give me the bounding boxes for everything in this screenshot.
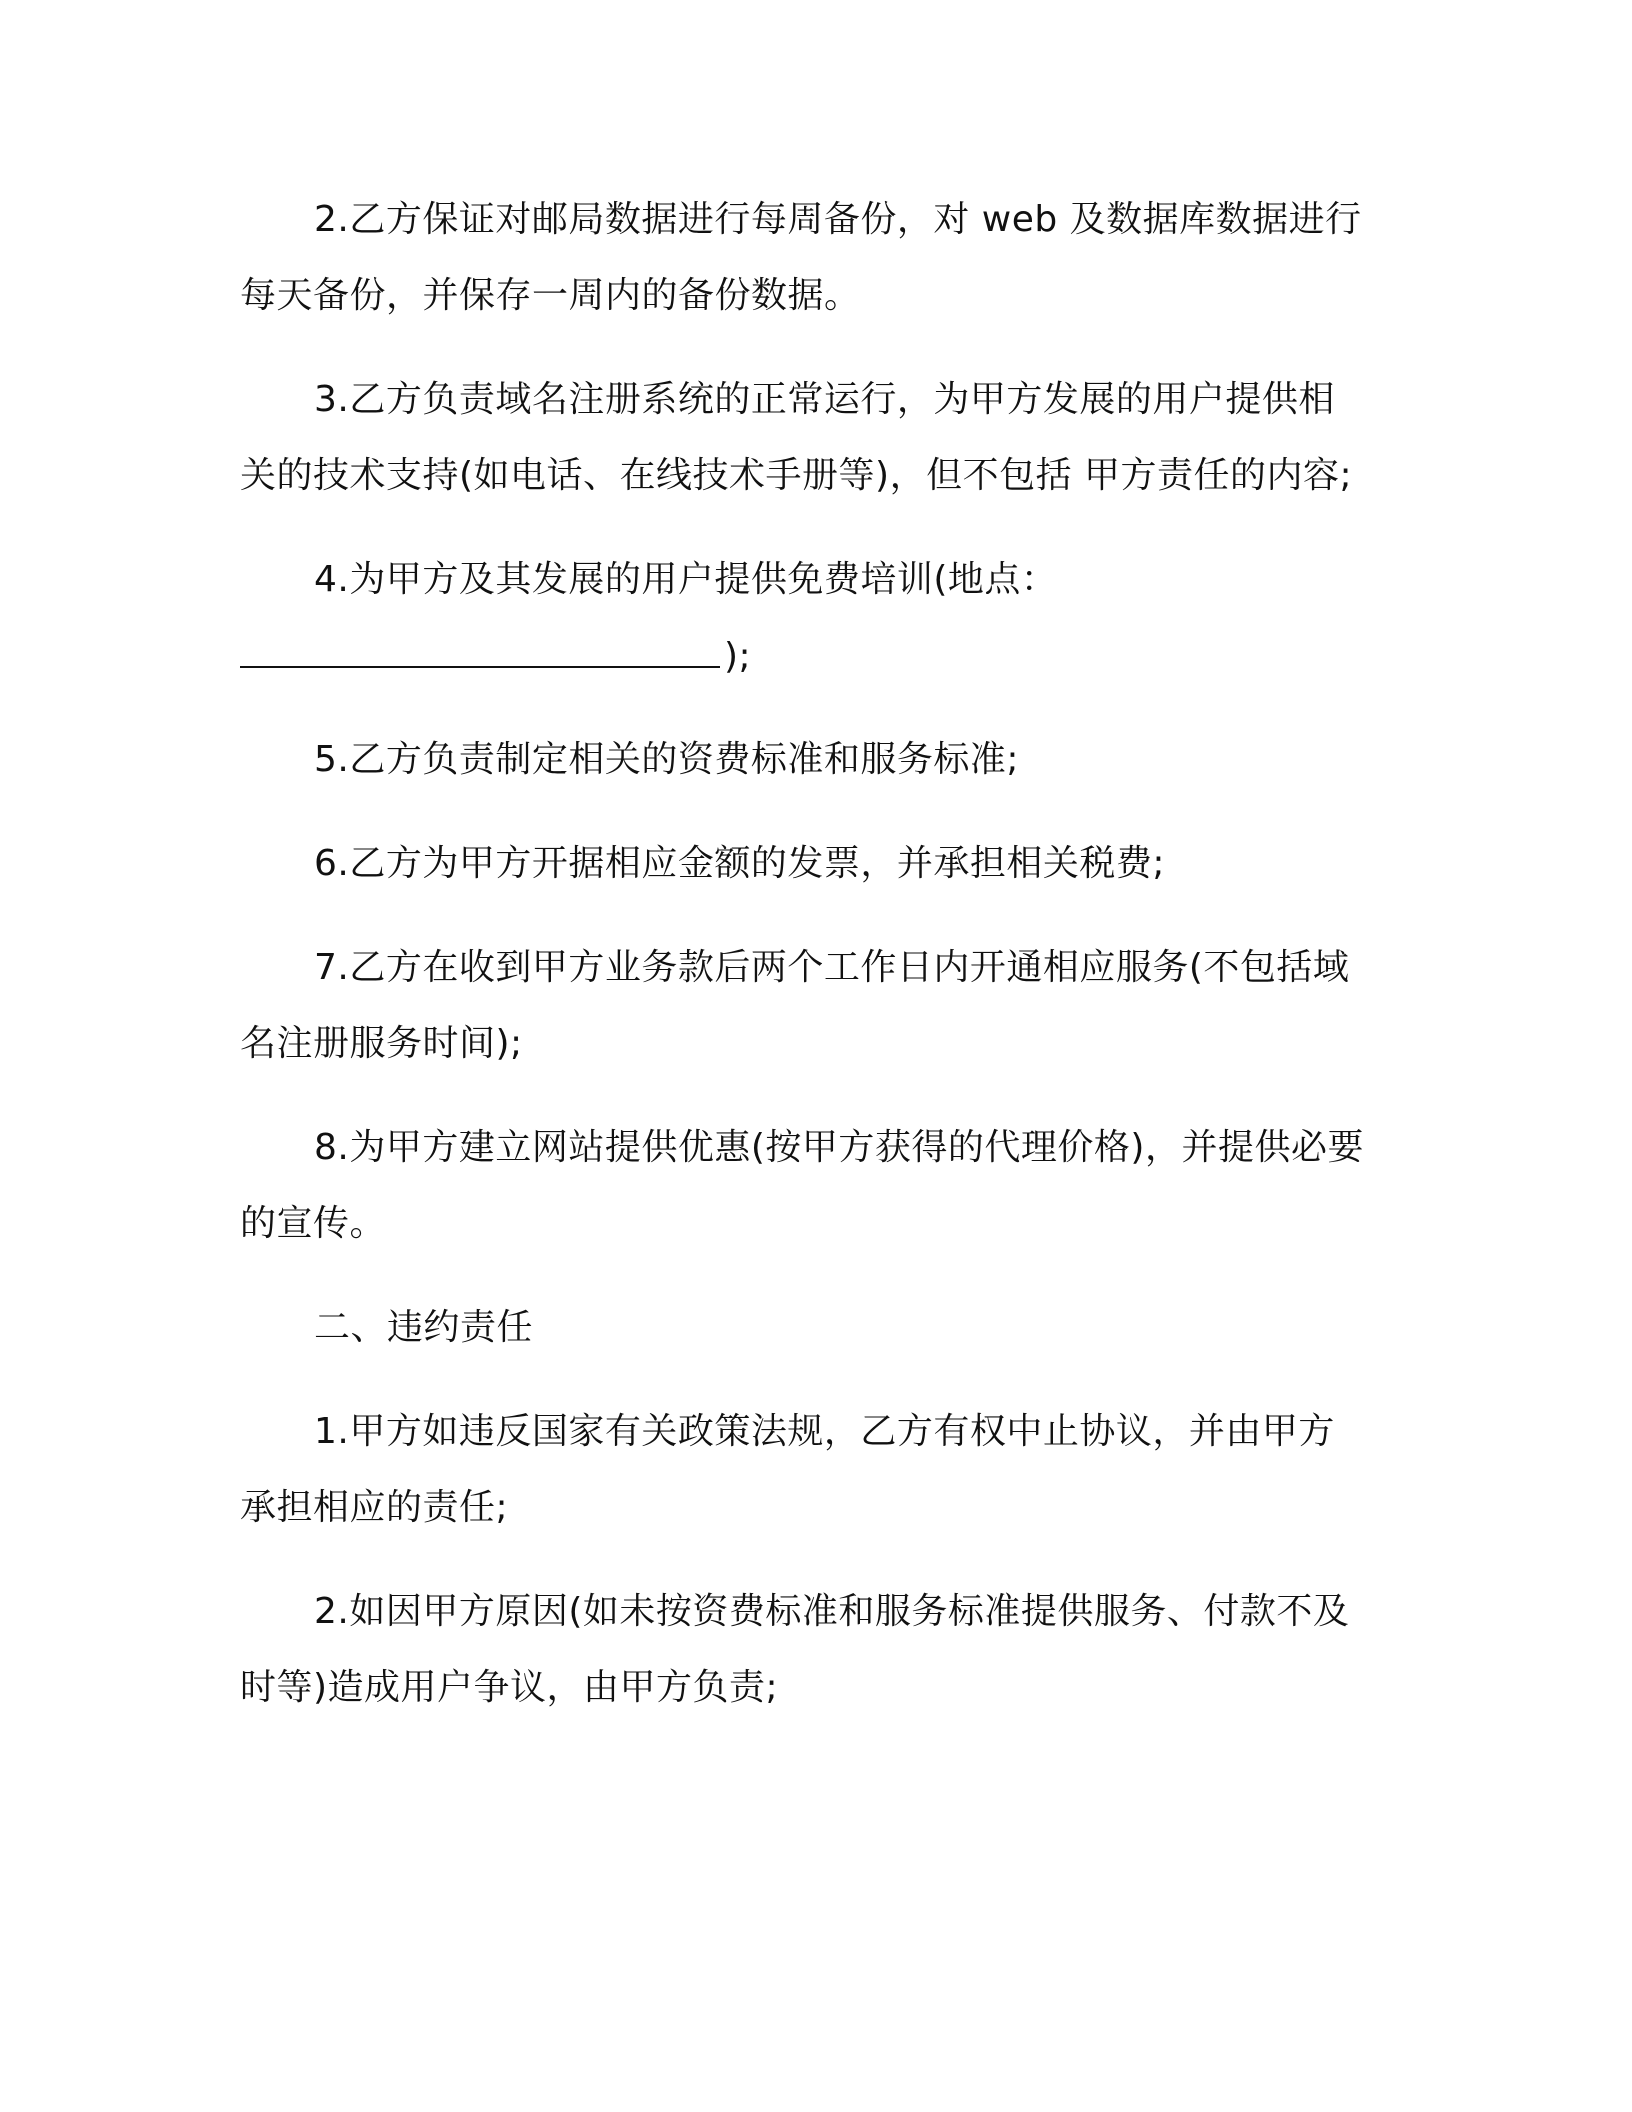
paragraph-8-line-1: 8.为甲方建立网站提供优惠(按甲方获得的代理价格)，并提供必要 — [314, 1127, 1364, 1168]
paragraph-3-line-1: 3.乙方负责域名注册系统的正常运行，为甲方发展的用户提供相 — [314, 379, 1335, 420]
paragraph-8-line-2: 的宣传。 — [240, 1203, 387, 1244]
paragraph-4-line-2-tail: ); — [724, 636, 752, 677]
breach-item-1-line-2: 承担相应的责任; — [240, 1487, 509, 1528]
paragraph-7-line-2: 名注册服务时间); — [240, 1023, 523, 1064]
paragraph-3-line-2: 关的技术支持(如电话、在线技术手册等)，但不包括 甲方责任的内容; — [240, 455, 1353, 496]
breach-item-2-line-1: 2.如因甲方原因(如未按资费标准和服务标准提供服务、付款不及 — [314, 1591, 1350, 1632]
paragraph-4-line-2 — [240, 632, 751, 681]
paragraph-7-line-1: 7.乙方在收到甲方业务款后两个工作日内开通相应服务(不包括域 — [314, 947, 1350, 988]
section-heading-breach-liability: 二、违约责任 — [314, 1307, 534, 1348]
paragraph-6: 6.乙方为甲方开据相应金额的发票，并承担相关税费; — [314, 843, 1165, 884]
paragraph-2-line-1: 2.乙方保证对邮局数据进行每周备份，对 web 及数据库数据进行 — [314, 199, 1362, 240]
location-blank — [240, 632, 720, 668]
breach-item-1-line-1: 1.甲方如违反国家有关政策法规，乙方有权中止协议，并由甲方 — [314, 1411, 1335, 1452]
paragraph-4-line-1: 4.为甲方及其发展的用户提供免费培训(地点： — [314, 559, 1058, 600]
paragraph-2-line-2: 每天备份，并保存一周内的备份数据。 — [240, 275, 861, 316]
breach-item-2-line-2: 时等)造成用户争议，由甲方负责; — [240, 1667, 779, 1708]
paragraph-5: 5.乙方负责制定相关的资费标准和服务标准; — [314, 739, 1019, 780]
